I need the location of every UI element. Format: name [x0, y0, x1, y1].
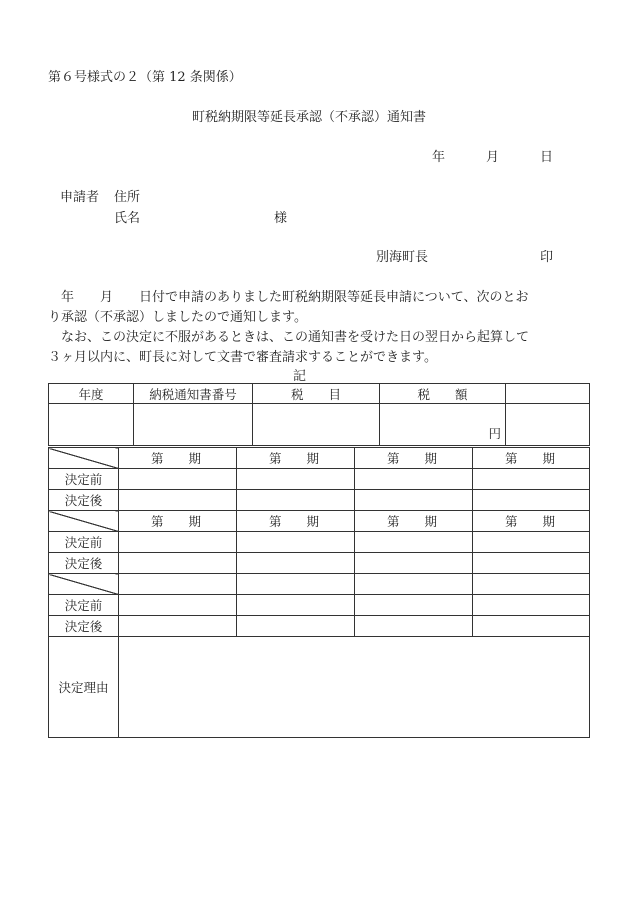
- form-number: 第６号様式の２（第 12 条関係）: [48, 70, 242, 85]
- ki-mark: 記: [293, 369, 307, 384]
- diagonal-cell-3: [49, 574, 119, 595]
- value-cell: [237, 490, 355, 511]
- value-cell: [473, 595, 590, 616]
- tax-amount-cell: [380, 404, 506, 446]
- value-cell: [355, 616, 473, 637]
- period-label: 第 期: [473, 448, 590, 469]
- before-decision-label: 決定前: [49, 532, 119, 553]
- tax-info-table: [48, 383, 590, 446]
- value-cell: [355, 532, 473, 553]
- seal-mark: 印: [540, 250, 554, 265]
- document-title: 町税納期限等延長承認（不承認）通知書: [192, 110, 427, 125]
- value-cell: [237, 469, 355, 490]
- period-label: 第 期: [237, 511, 355, 532]
- date-month-label: 月: [486, 150, 500, 165]
- period-label: 第 期: [119, 448, 237, 469]
- value-cell: [473, 553, 590, 574]
- header-fiscal-year: 年度: [49, 384, 134, 404]
- period-label: 第 期: [355, 448, 473, 469]
- value-cell: [355, 595, 473, 616]
- name-label: 氏名: [114, 211, 141, 226]
- value-cell: [119, 469, 237, 490]
- value-cell: [473, 532, 590, 553]
- after-decision-row-2: [49, 553, 590, 574]
- decision-reason-row: [49, 637, 590, 738]
- value-cell: [237, 595, 355, 616]
- period-label: 第 期: [473, 511, 590, 532]
- value-cell: [237, 616, 355, 637]
- before-decision-label: 決定前: [49, 469, 119, 490]
- applicant-label: 申請者: [60, 190, 100, 205]
- period-label: 第 期: [355, 511, 473, 532]
- after-decision-label: 決定後: [49, 490, 119, 511]
- date-year-label: 年: [432, 150, 446, 165]
- notice-number-cell: [134, 404, 253, 446]
- yen-unit: 円: [488, 426, 501, 441]
- value-cell: [473, 574, 590, 595]
- value-cell: [237, 574, 355, 595]
- honorific: 様: [274, 211, 288, 226]
- value-cell: [473, 469, 590, 490]
- after-decision-row-1: [49, 490, 590, 511]
- value-cell: [355, 490, 473, 511]
- value-cell: [119, 574, 237, 595]
- value-cell: [119, 595, 237, 616]
- after-decision-label: 決定後: [49, 616, 119, 637]
- diagonal-cell-1: [49, 448, 119, 469]
- value-cell: [355, 574, 473, 595]
- value-cell: [473, 616, 590, 637]
- decision-reason-field: [119, 637, 590, 738]
- decision-reason-label: 決定理由: [49, 637, 119, 738]
- before-decision-row-2: [49, 532, 590, 553]
- value-cell: [119, 553, 237, 574]
- address-label: 住所: [114, 190, 141, 205]
- value-cell: [355, 553, 473, 574]
- value-cell: [355, 469, 473, 490]
- before-decision-label: 決定前: [49, 595, 119, 616]
- tax-item-cell: [253, 404, 380, 446]
- value-cell: [473, 490, 590, 511]
- header-blank: [506, 384, 590, 404]
- value-cell: [119, 490, 237, 511]
- issuer-name: 別海町長: [376, 250, 429, 265]
- after-decision-label: 決定後: [49, 553, 119, 574]
- value-cell: [237, 553, 355, 574]
- header-notice-number: 納税通知書番号: [134, 384, 253, 404]
- value-cell: [119, 616, 237, 637]
- period-header-row-1: [49, 448, 590, 469]
- header-tax-amount: 税 額: [380, 384, 506, 404]
- before-decision-row-3: [49, 595, 590, 616]
- body-line-4: ３ヶ月以内に、町長に対して文書で審査請求することができます。: [48, 350, 437, 365]
- fiscal-year-cell: [49, 404, 134, 446]
- date-day-label: 日: [540, 150, 554, 165]
- body-line-2: り承認（不承認）しましたので通知します。: [48, 310, 307, 325]
- body-line-1: 年 月 日付で申請のありました町税納期限等延長申請について、次のとお: [48, 290, 529, 305]
- header-tax-item: 税 目: [253, 384, 380, 404]
- diagonal-cell-2: [49, 511, 119, 532]
- extra-cell: [506, 404, 590, 446]
- body-line-3: なお、この決定に不服があるときは、この通知書を受けた日の翌日から起算して: [48, 330, 530, 345]
- after-decision-row-3: [49, 616, 590, 637]
- period-label: 第 期: [119, 511, 237, 532]
- value-cell: [237, 532, 355, 553]
- period-header-row-2: [49, 511, 590, 532]
- period-header-row-3: [49, 574, 590, 595]
- period-label: 第 期: [237, 448, 355, 469]
- tax-info-header-row: [49, 384, 590, 404]
- before-decision-row-1: [49, 469, 590, 490]
- period-decision-table: [48, 447, 590, 738]
- tax-info-value-row: [49, 404, 590, 446]
- value-cell: [119, 532, 237, 553]
